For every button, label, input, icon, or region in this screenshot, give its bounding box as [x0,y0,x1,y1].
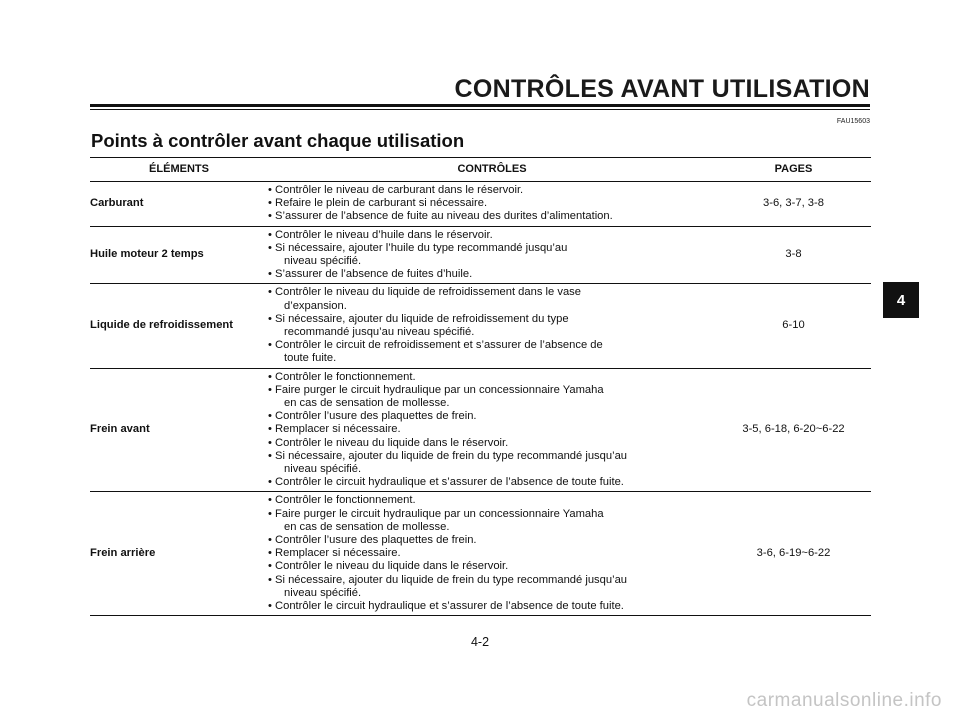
check-item-line [268,197,716,210]
bullet-icon: • [268,476,272,489]
check-item-line [268,450,716,463]
bullet-icon: • [268,370,272,383]
bullet-icon: • [268,436,272,449]
check-text: Si nécessaire, ajouter l’huile du type recommandé jusqu’au [275,241,568,254]
page-references: 3-6, 3-7, 3-8 [716,182,871,227]
check-item-line [268,476,716,489]
page-references: 3-6, 6-19~6-22 [756,547,831,560]
check-text: Faire purger le circuit hydraulique par un concessionnaire Yamaha [275,507,604,520]
check-text: d’expansion. [284,299,347,312]
check-text: Contrôler le niveau du liquide de refroidissement dans le vase [275,286,581,299]
checks-list [268,182,716,227]
check-item-line [268,255,716,268]
bullet-icon: • [268,410,272,423]
check-text: Contrôler le fonctionnement. [275,494,416,507]
check-item-line [268,560,716,573]
check-text: en cas de sensation de mollesse. [284,520,450,533]
bullet-icon: • [268,560,272,573]
check-text: Si nécessaire, ajouter du liquide de refroidissement du type [275,312,569,325]
check-text: Si nécessaire, ajouter du liquide de frein du type recommandé jusqu’au [275,573,628,586]
page-references: 3-8 [716,226,871,284]
bullet-icon: • [268,184,272,196]
check-item-line [268,587,716,600]
section-title: Points à contrôler avant chaque utilisation [91,130,465,151]
check-text: Contrôler le circuit hydraulique et s’assurer de l’absence de toute fuite. [275,600,624,613]
check-text: Contrôler le circuit hydraulique et s’assurer de l’absence de toute fuite. [275,476,624,489]
check-text: Refaire le plein de carburant si nécessaire. [275,197,488,210]
check-item-line [268,494,716,507]
bullet-icon: • [268,547,272,560]
bullet-icon: • [268,268,272,281]
check-text: Contrôler l’usure des plaquettes de frein. [275,410,477,423]
bullet-icon: • [268,600,272,613]
bullet-icon: • [268,339,272,352]
item-name: Huile moteur 2 temps [90,226,268,284]
bullet-icon: • [268,383,272,396]
document-code: FAU15603 [836,118,870,125]
check-item-line [268,574,716,587]
check-item-line [268,437,716,450]
check-text: recommandé jusqu’au niveau spécifié. [284,326,475,339]
bullet-icon: • [268,197,272,210]
checks-table [90,157,871,616]
item-name: Liquide de refroidissement [90,284,268,368]
bullet-icon: • [268,573,272,586]
header-rule-thin [90,109,870,110]
check-item-line [268,313,716,326]
check-item-line [268,410,716,423]
bullet-icon: • [268,534,272,547]
check-text: niveau spécifié. [284,463,362,476]
check-item-line [268,371,716,384]
table-row [90,284,871,368]
chapter-tab: 4 [883,282,919,318]
check-text: Contrôler le niveau du liquide dans le réservoir. [275,560,509,573]
check-text: niveau spécifié. [284,255,362,268]
check-text: en cas de sensation de mollesse. [284,397,450,410]
check-item-line [268,286,716,299]
check-text: Contrôler l’usure des plaquettes de frein. [275,534,477,547]
check-item-line [268,534,716,547]
table-row [90,182,871,227]
table-row [90,368,871,492]
page-number: 4-2 [470,635,490,649]
check-item-line [268,600,716,613]
checks-list [268,368,716,492]
check-item-line [268,339,716,352]
table-row [90,226,871,284]
bullet-icon: • [268,210,272,223]
check-text: S’assurer de l’absence de fuites d’huile. [275,268,473,281]
checks-list [268,492,716,616]
check-item-line [268,521,716,534]
bullet-icon: • [268,286,272,299]
check-item-line [268,384,716,397]
check-item-line [268,508,716,521]
check-text: Remplacer si nécessaire. [275,547,401,560]
check-text: Contrôler le circuit de refroidissement et s’assurer de l’absence de [275,339,603,352]
check-text: Contrôler le fonctionnement. [275,370,416,383]
check-item-line [268,423,716,436]
check-text: Contrôler le niveau du liquide dans le réservoir. [275,436,509,449]
check-item-line [268,463,716,476]
check-text: Faire purger le circuit hydraulique par un concessionnaire Yamaha [275,383,604,396]
check-item-line [268,352,716,365]
header-rule-thick [90,104,870,107]
header-controles: CONTRÔLES [268,158,716,182]
table-row [90,492,871,616]
bullet-icon: • [268,312,272,325]
check-text: Contrôler le niveau d’huile dans le réservoir. [275,228,493,241]
watermark: carmanualsonline.info [746,690,942,711]
check-text: Remplacer si nécessaire. [275,423,401,436]
page-references: 3-5, 6-18, 6-20~6-22 [716,368,871,492]
bullet-icon: • [268,494,272,507]
header-pages: PAGES [716,158,871,182]
check-item-line [268,242,716,255]
header-elements: ÉLÉMENTS [90,158,268,182]
check-item-line [268,210,716,223]
check-item-line [268,268,716,281]
checks-list [268,284,716,368]
bullet-icon: • [268,241,272,254]
check-item-line [268,397,716,410]
item-name: Carburant [90,182,268,227]
item-name: Frein avant [90,368,268,492]
check-item-line [268,547,716,560]
header-title: CONTRÔLES AVANT UTILISATION [454,75,870,103]
check-item-line [268,229,716,242]
check-text: niveau spécifié. [284,586,362,599]
check-text: Contrôler le niveau de carburant dans le réservoir. [275,184,524,196]
table-header-row [90,158,871,182]
check-text: S’assurer de l’absence de fuite au niveau des durites d’alimentation. [275,210,613,223]
check-text: toute fuite. [284,352,337,365]
bullet-icon: • [268,449,272,462]
bullet-icon: • [268,507,272,520]
page-references: 6-10 [716,284,871,368]
check-item-line [268,326,716,339]
check-item-line [268,184,716,197]
check-text: Si nécessaire, ajouter du liquide de frein du type recommandé jusqu’au [275,449,628,462]
check-item-line [268,300,716,313]
item-name: Frein arrière [90,547,156,560]
checks-list [268,226,716,284]
bullet-icon: • [268,423,272,436]
bullet-icon: • [268,228,272,241]
